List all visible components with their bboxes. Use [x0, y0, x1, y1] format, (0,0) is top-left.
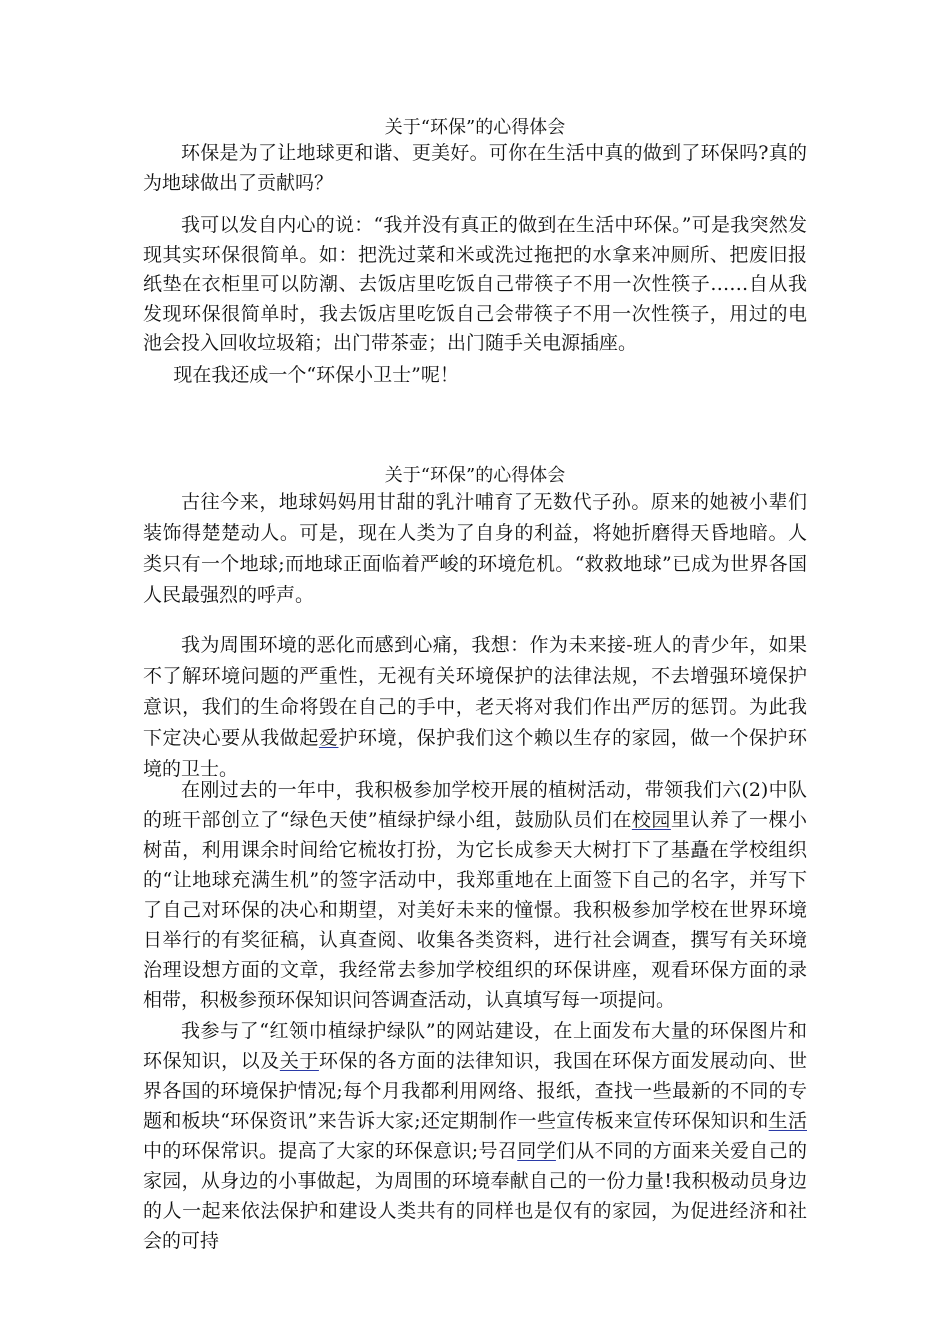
- article-2-paragraph-2: [143, 630, 807, 785]
- hyperlink-ai[interactable]: 爱: [318, 727, 339, 749]
- article-2-p4-text-a: 我参与了“红领巾植绿护绿队”的网站建设，在上面发布大量的环保图片和环保知识，以及: [143, 1020, 807, 1072]
- article-2-p4-text-d: 们从不同的方面来关爱自己的家园，从身边的小事做起，为周围的环境奉献自己的一份力量!我积极动员身边的人一起来依法保护和建设人类共有的同样也是仅有的家园，为促进经济和社会的可持: [143, 1140, 807, 1252]
- article-2-p4-text-c: 中的环保常识。提高了大家的环保意识;号召: [143, 1140, 518, 1162]
- article-2-paragraph-1: 古往今来，地球妈妈用甘甜的乳汁哺育了无数代子孙。原来的她被小辈们装饰得楚楚动人。可是，现在人类为了自身的利益，将她折磨得天昏地暗。人类只有一个地球;而地球正面临着严峻的环境危机。“救救地球”已成为世界各国人民最强烈的呼声。: [143, 491, 807, 606]
- article-1-paragraph-3: 现在我还成一个“环保小卫士”呢！: [173, 364, 459, 386]
- article-1-paragraph-1: 环保是为了让地球更和谐、更美好。可你在生活中真的做到了环保吗?真的为地球做出了贡献吗？: [143, 142, 807, 194]
- article-2-title: 关于“环保”的心得体会: [384, 465, 566, 486]
- article-2-p4-text-b: 环保的各方面的法律知识，我国在环保方面发展动向、世界各国的环境保护情况;每个月我都利用网络、报纸，查找一些最新的不同的专题和板块“环保资讯”来告诉大家;还定期制作一些宣传板来宣传环保知识和: [143, 1050, 807, 1132]
- article-2-p2-text-b: 护环境，保护我们这个赖以生存的家园，做一个保护环境的卫士。: [143, 727, 807, 780]
- hyperlink-guanyu[interactable]: 关于: [279, 1050, 319, 1072]
- article-2-paragraph-3: [143, 775, 807, 1015]
- article-2-paragraph-4: [143, 1016, 807, 1256]
- hyperlink-tongxue[interactable]: 同学: [517, 1140, 556, 1162]
- article-2-p3-text-a: 在刚过去的一年中，我积极参加学校开展的植树活动，带领我们六(2)中队的班干部创立了“绿色天使”植绿护绿小组，鼓励队员们在: [143, 779, 807, 831]
- article-2-p3-text-b: 里认养了一棵小树苗，利用课余时间给它梳妆打扮，为它长成参天大树打下了基矗在学校组织的“让地球充满生机”的签字活动中，我郑重地在上面签下自己的名字，并写下了自己对环保的决心和期望，对美好未来的憧憬。我积极参加学校在世界环境日举行的有奖征稿，认真查阅、收集各类资料，进行社会调查，撰写有关环境治理设想方面的文章，我经常去参加学校组织的环保讲座，观看环保方面的录相带，积极参预环保知识问答调查活动，认真填写每一项提问。: [143, 809, 807, 1011]
- article-2-p2-text-a: 我为周围环境的恶化而感到心痛，我想：作为未来接-班人的青少年，如果不了解环境问题的严重性，无视有关环境保护的法律法规，不去增强环境保护意识，我们的生命将毁在自己的手中，老天将对我们作出严厉的惩罚。为此我下定决心要从我做起: [143, 634, 807, 749]
- hyperlink-xiaoyuan[interactable]: 校园: [631, 809, 671, 831]
- article-1-title: 关于“环保”的心得体会: [384, 117, 566, 138]
- hyperlink-shenghuo[interactable]: 生活: [768, 1110, 807, 1132]
- article-1-paragraph-2: 我可以发自内心的说：“我并没有真正的做到在生活中环保。”可是我突然发现其实环保很简单。如：把洗过菜和米或洗过拖把的水拿来冲厕所、把废旧报纸垫在衣柜里可以防潮、去饭店里吃饭自己带筷子不用一次性筷子……自从我发现环保很简单时，我去饭店里吃饭自己会带筷子不用一次性筷子，用过的电池会投入回收垃圾箱；出门带茶壶；出门随手关电源插座。: [143, 214, 807, 354]
